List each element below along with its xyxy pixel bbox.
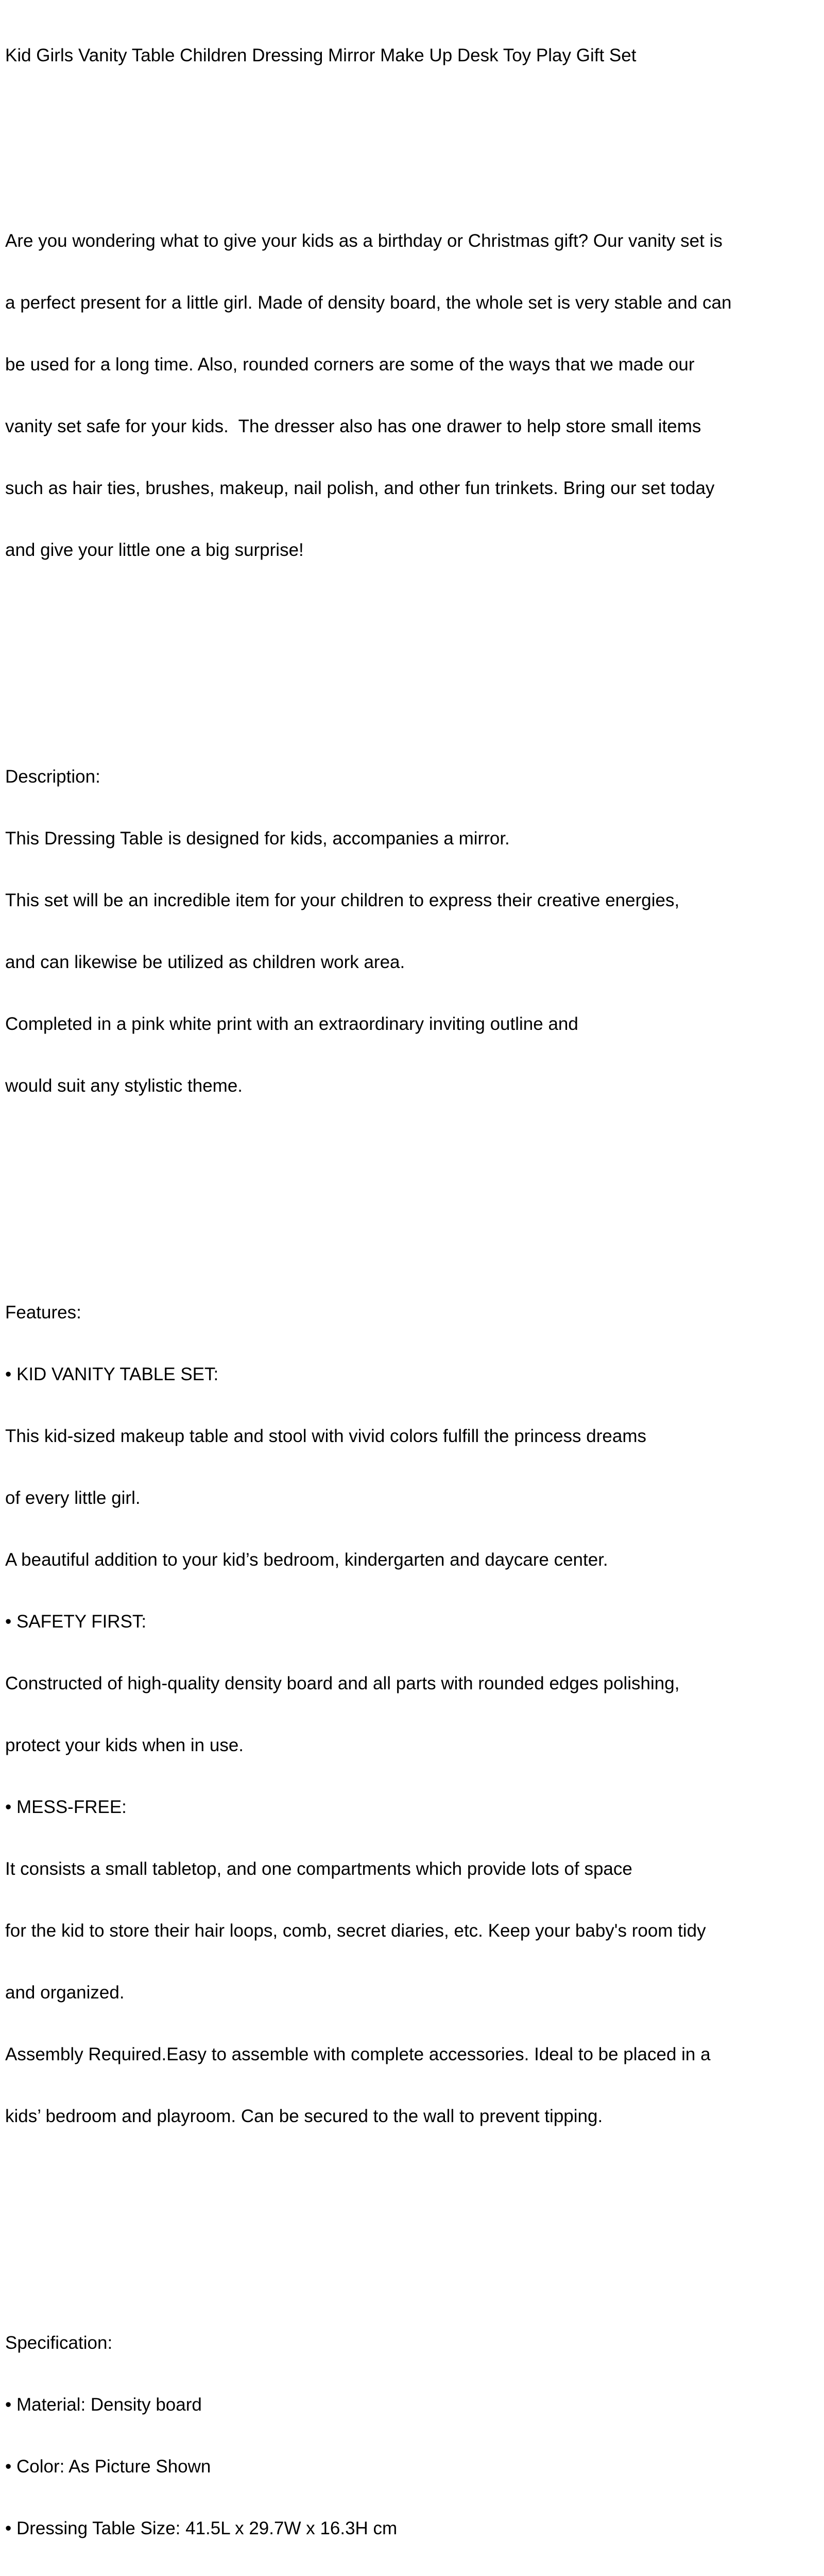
description-line: Completed in a pink white print with an extraordinary inviting outline and (5, 1014, 578, 1034)
description-line: would suit any stylistic theme. (5, 1076, 243, 1096)
intro-line: Are you wondering what to give your kids as a birthday or Christmas gift? Our vanity set is (5, 231, 723, 251)
spec-line: • Dressing Table Size: 41.5L x 29.7W x 16.3H cm (5, 2518, 398, 2538)
intro-line: be used for a long time. Also, rounded corners are some of the ways that we made our (5, 354, 695, 375)
description-line: This set will be an incredible item for your children to express their creative energies, (5, 890, 680, 910)
feature-line: It consists a small tabletop, and one compartments which provide lots of space (5, 1859, 632, 1879)
feature-line: protect your kids when in use. (5, 1735, 244, 1755)
feature-line: • SAFETY FIRST: (5, 1612, 147, 1632)
description-line: This Dressing Table is designed for kids, accompanies a mirror. (5, 828, 510, 849)
intro-line: a perfect present for a little girl. Made of density board, the whole set is very stable and can (5, 293, 732, 313)
feature-line: A beautiful addition to your kid’s bedroom, kindergarten and daycare center. (5, 1550, 608, 1570)
feature-line: and organized. (5, 1982, 125, 2003)
intro-line: and give your little one a big surprise! (5, 540, 304, 560)
feature-line: Assembly Required.Easy to assemble with complete accessories. Ideal to be placed in a (5, 2044, 711, 2064)
spec-line: • Material: Density board (5, 2395, 202, 2415)
description-line: and can likewise be utilized as children work area. (5, 952, 405, 972)
section-heading: Description: (5, 767, 100, 787)
spacer (5, 2209, 821, 2230)
intro-paragraph (5, 190, 821, 602)
feature-line: for the kid to store their hair loops, comb, secret diaries, etc. Keep your baby's room tidy (5, 1921, 706, 1941)
product-title: Kid Girls Vanity Table Children Dressing Mirror Make Up Desk Toy Play Gift Set (5, 45, 637, 65)
specification-section (5, 2292, 821, 2576)
product-description-document (5, 4, 821, 2576)
feature-line: • KID VANITY TABLE SET: (5, 1364, 219, 1384)
feature-line: of every little girl. (5, 1488, 141, 1508)
feature-line: kids’ bedroom and playroom. Can be secured to the wall to prevent tipping. (5, 2106, 603, 2126)
spacer (5, 1179, 821, 1199)
section-heading: Features: (5, 1302, 81, 1323)
spacer (5, 107, 821, 128)
features-section (5, 1261, 821, 2168)
intro-line: vanity set safe for your kids. The dresser also has one drawer to help store small items (5, 416, 701, 436)
section-heading: Specification: (5, 2333, 113, 2353)
feature-line: This kid-sized makeup table and stool with vivid colors fulfill the princess dreams (5, 1426, 646, 1446)
spacer (5, 643, 821, 664)
spec-line: • Color: As Picture Shown (5, 2456, 211, 2477)
intro-line: such as hair ties, brushes, makeup, nail polish, and other fun trinkets. Bring our set today (5, 478, 715, 498)
description-section (5, 725, 821, 1138)
feature-line: Constructed of high-quality density board and all parts with rounded edges polishing, (5, 1673, 680, 1693)
feature-line: • MESS-FREE: (5, 1797, 127, 1817)
